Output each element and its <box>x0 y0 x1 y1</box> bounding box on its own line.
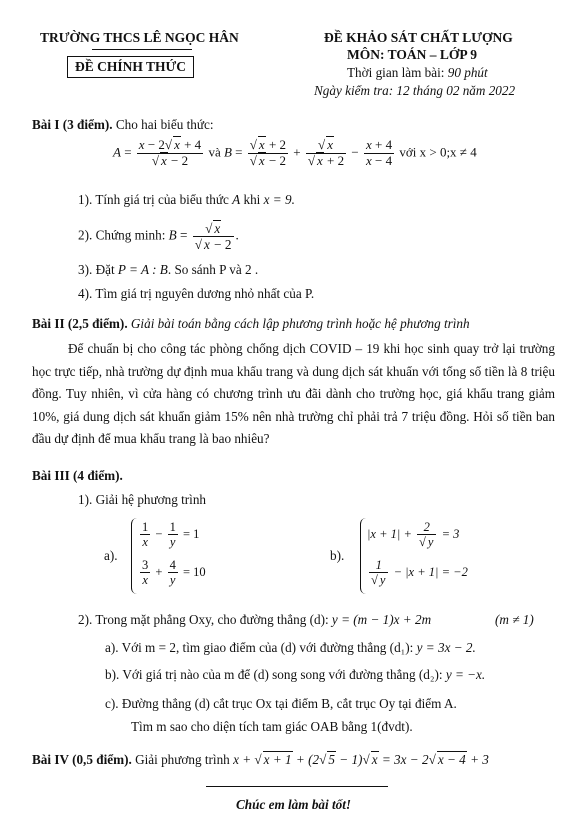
condition: x > 0;x ≠ 4 <box>419 144 477 160</box>
system-a-eq2: $\frac{3}{x}$ + $\frac{4}{y}$ = 10 <box>142 558 206 588</box>
system-a-label: a). <box>104 548 118 563</box>
bai1-heading: Bài I (3 điểm). <box>32 117 113 132</box>
exam-date: Ngày kiểm tra: 12 tháng 02 năm 2022 <box>314 83 516 98</box>
subject: MÔN: TOÁN – LỚP 9 <box>347 47 478 62</box>
brace-b <box>360 518 367 594</box>
bai1-q2: 2). Chứng minh: B = $\frac{√ x}{√ x - 2}$ . <box>78 221 239 253</box>
footer-message: Chúc em làm bài tốt! <box>236 797 352 812</box>
bai4-equation: x + √ x + 1 + (2√ 5 − 1)√ x = 3x − 2√ x − 4 + 3 <box>233 752 489 767</box>
bai3-part-c2: Tìm m sao cho diện tích tam giác OAB bằng 1(đvdt). <box>131 719 413 734</box>
bai1-q4: 4). Tìm giá trị nguyên dương nhỏ nhất của P. <box>78 286 315 301</box>
bai3-q2: 2). Trong mặt phẳng Oxy, cho đường thẳng (d): y = (m − 1)x + 2m <box>78 612 432 627</box>
school-name: TRƯỜNG THCS LÊ NGỌC HÂN <box>40 30 239 45</box>
bai4-heading: Bài IV (0,5 điểm). <box>32 752 132 767</box>
official-badge: ĐỀ CHÍNH THỨC <box>67 56 194 78</box>
exam-title: ĐỀ KHẢO SÁT CHẤT LƯỢNG <box>324 30 513 45</box>
footer-divider <box>206 786 388 787</box>
time-label: Thời gian làm bài: <box>347 65 445 80</box>
bai1-heading-line <box>32 117 214 133</box>
system-b-eq2: $\frac{1}{√ y}$ − |x + 1| = −2 <box>371 558 468 588</box>
and-word: và <box>208 144 221 160</box>
bai3-part-c: c). Đường thẳng (d) cắt trục Ox tại điểm B, cắt trục Oy tại điểm A. <box>105 696 457 711</box>
line-condition: (m ≠ 1) <box>495 612 534 627</box>
time-info <box>347 65 488 81</box>
bai2-instruction: Giải bài toán bằng cách lập phương trình hoặc hệ phương trình <box>130 316 470 331</box>
bai4-text: Giải phương trình <box>135 752 230 767</box>
condition-word: với <box>399 144 417 160</box>
bai3-heading: Bài III (4 điểm). <box>32 468 123 483</box>
bai4-line <box>32 752 489 768</box>
bai2-heading-line <box>32 316 470 332</box>
bai2-heading: Bài II (2,5 điểm). <box>32 316 128 331</box>
brace-a <box>131 518 138 594</box>
system-b-label: b). <box>330 548 345 563</box>
system-a-eq1: $\frac{1}{x}$ − $\frac{1}{y}$ = 1 <box>142 520 200 550</box>
bai1-q3: 3). Đặt P = A : B. So sánh P và 2 . <box>78 262 259 277</box>
bai3-q1: 1). Giải hệ phương trình <box>78 492 207 507</box>
time-value: 90 phút <box>447 65 488 80</box>
bai1-intro: Cho hai biểu thức: <box>115 117 214 132</box>
bai3-part-a: a). Với m = 2, tìm giao điểm của (d) với đường thẳng (d₁): y = 3x − 2. <box>105 640 476 655</box>
bai3-part-b: b). Với giá trị nào của m để (d) song song với đường thẳng (d₂): y = −x. <box>105 667 486 682</box>
bai1-q1: 1). Tính giá trị của biểu thức A khi x = 9. <box>78 192 295 207</box>
bai1-expressions: A = $\frac{x - 2√ x + 4}{√ x - 2}$ và B = $\frac{√ x + 2}{√ x - 2}$ + $\frac{√ x}{√ x + 2}$ − $\frac{x + 4}{x - 4}$ với x > 0;x ≠ 4 <box>113 137 477 168</box>
bai2-text: Để chuẩn bị cho công tác phòng chống dịch COVID – 19 khi học sinh quay trở lại trường học trực tiếp, nhà trường dự định mua khẩu trang và dung dịch sát khuẩn với tổng số tiền là 8 triệu đồng. Tuy nhiên, vì cửa hàng có chương trình ưu đãi dành cho trường học, giá khẩu trang giảm 10%, giá dung dịch sát khuẩn giảm 15% nên nhà trường chỉ phải trả 7 triệu đồng. Hỏi số tiền ban đầu dự định để mua khẩu trang là bao nhiêu? <box>32 341 555 447</box>
header-divider <box>92 49 192 50</box>
system-b-eq1: |x + 1| + $\frac{2}{√ y}$ = 3 <box>367 520 460 550</box>
